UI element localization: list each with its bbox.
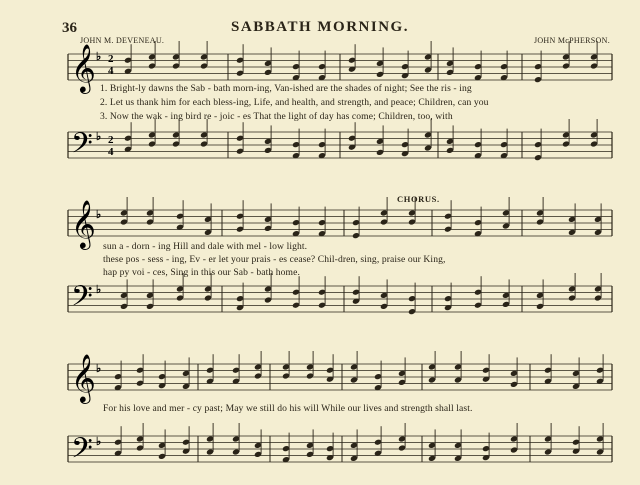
- lyric-line-refrain: For his love and mer - cy past; May we still do his will While our lives and strength shall last.: [103, 403, 473, 414]
- bass-clef-icon: 𝄢: [71, 127, 93, 167]
- composer-credit: JOHN McPHERSON.: [533, 36, 610, 45]
- page-number: 36: [62, 20, 77, 36]
- key-flat-icon: ♭: [96, 436, 102, 448]
- lyric-line-verse-3: hap py voi - ces, Sing in this our Sab - bath home.: [103, 267, 300, 278]
- bass-clef-icon: 𝄢: [71, 280, 93, 320]
- treble-clef-icon: 𝄞: [71, 43, 96, 92]
- lyric-line-verse-1: sun a - dorn - ing Hill and dale with mel - low light.: [103, 241, 308, 252]
- lyric-line-verse-2: these pos - sess - ing, Ev - er let your prais - es cease? Chil-dren, sing, praise our King,: [103, 254, 446, 265]
- time-signature-bottom: 4: [108, 65, 114, 77]
- key-flat-icon: ♭: [96, 363, 102, 375]
- lyricist-credit: JOHN M. DEVENEAU.: [80, 36, 165, 45]
- key-flat-icon: ♭: [96, 131, 102, 143]
- time-signature-bottom: 4: [108, 146, 114, 158]
- key-flat-icon: ♭: [96, 209, 102, 221]
- lyric-line-verse-2: 2. Let us thank him for each bless-ing, Life, and health, and strength, and peace; Children, can you: [100, 97, 489, 108]
- time-signature-top: 2: [108, 53, 114, 65]
- chorus-label: CHORUS.: [397, 194, 440, 204]
- lyric-line-verse-1: 1. Bright-ly dawns the Sab - bath morn-ing, Van-ished are the shades of night; See the ris - ing: [100, 83, 472, 94]
- treble-clef-icon: 𝄞: [71, 353, 96, 402]
- treble-clef-icon: 𝄞: [71, 199, 96, 248]
- time-signature-top: 2: [108, 134, 114, 146]
- key-flat-icon: ♭: [96, 284, 102, 296]
- lyric-line-verse-3: 3. Now the wak - ing bird re - joic - es That the light of day has come; Children, too, with: [100, 111, 453, 122]
- bass-clef-icon: 𝄢: [71, 432, 93, 472]
- hymn-title: SABBATH MORNING.: [231, 19, 409, 35]
- key-flat-icon: ♭: [96, 51, 102, 63]
